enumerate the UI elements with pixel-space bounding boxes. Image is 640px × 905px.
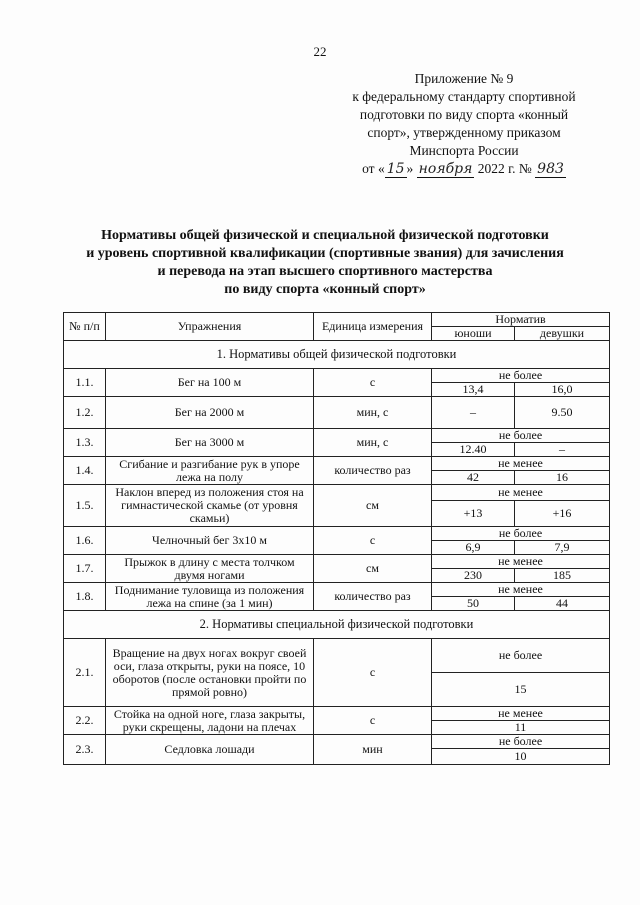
- unit: с: [314, 369, 432, 397]
- value-common: 15: [432, 673, 610, 707]
- title-line: и перевода на этап высшего спортивного мастерства: [157, 264, 493, 279]
- norm-condition: не более: [432, 429, 610, 443]
- unit: с: [314, 527, 432, 555]
- handwritten-doc-number: 983: [537, 161, 564, 177]
- value-girls: 16: [515, 471, 610, 485]
- value-boys: 12.40: [432, 443, 515, 457]
- exercise-name: Бег на 100 м: [106, 369, 314, 397]
- header-girls: девушки: [515, 327, 610, 341]
- header-norm: Норматив: [432, 313, 610, 327]
- value-girls: 185: [515, 569, 610, 583]
- page-number: 22: [313, 44, 327, 59]
- value-girls: 44: [515, 597, 610, 611]
- norm-condition: не менее: [432, 485, 610, 501]
- appendix-line: к федеральному стандарту спортивной: [352, 89, 576, 104]
- unit: см: [314, 485, 432, 527]
- norm-condition: не более: [432, 527, 610, 541]
- row-number: 1.2.: [64, 397, 106, 429]
- value-common: 11: [432, 721, 610, 735]
- value-girls: 7,9: [515, 541, 610, 555]
- row-number: 1.3.: [64, 429, 106, 457]
- unit: мин, с: [314, 429, 432, 457]
- norm-condition: не более: [432, 639, 610, 673]
- unit: количество раз: [314, 583, 432, 611]
- section-title: 1. Нормативы общей физической подготовки: [64, 341, 610, 369]
- value-girls: 16,0: [515, 383, 610, 397]
- order-date-line: [333, 160, 595, 178]
- exercise-name: Седловка лошади: [106, 735, 314, 765]
- appendix-line: Минспорта России: [409, 143, 519, 158]
- row-number: 2.2.: [64, 707, 106, 735]
- header-exercise: Упражнения: [106, 313, 314, 341]
- unit: мин: [314, 735, 432, 765]
- date-mid: »: [406, 161, 414, 176]
- value-boys: 6,9: [432, 541, 515, 555]
- row-number: 1.8.: [64, 583, 106, 611]
- norm-condition: не менее: [432, 457, 610, 471]
- norm-condition: не более: [432, 369, 610, 383]
- row-number: 1.5.: [64, 485, 106, 527]
- value-boys: 13,4: [432, 383, 515, 397]
- norm-condition: не менее: [432, 555, 610, 569]
- row-number: 1.4.: [64, 457, 106, 485]
- value-boys: 42: [432, 471, 515, 485]
- value-boys: 50: [432, 597, 515, 611]
- exercise-name: Сгибание и разгибание рук в упоре лежа на полу: [106, 457, 314, 485]
- unit: с: [314, 707, 432, 735]
- title-line: и уровень спортивной квалификации (спортивные звания) для зачисления: [86, 246, 564, 261]
- appendix-line: спорт», утвержденному приказом: [367, 125, 561, 140]
- exercise-name: Челночный бег 3x10 м: [106, 527, 314, 555]
- norm-condition: не более: [432, 735, 610, 749]
- header-unit: Единица измерения: [314, 313, 432, 341]
- row-number: 1.6.: [64, 527, 106, 555]
- unit: мин, с: [314, 397, 432, 429]
- unit: см: [314, 555, 432, 583]
- row-number: 2.3.: [64, 735, 106, 765]
- unit: с: [314, 639, 432, 707]
- exercise-name: Бег на 3000 м: [106, 429, 314, 457]
- date-year: 2022 г. №: [477, 161, 532, 176]
- date-prefix: от «: [362, 161, 385, 176]
- exercise-name: Вращение на двух ногах вокруг своей оси, глаза открыты, руки на поясе, 10 оборотов (после остановки пройти по прямой ровно): [106, 639, 314, 707]
- header-number: № п/п: [64, 313, 106, 341]
- title-line: Нормативы общей физической и специальной физической подготовки: [101, 228, 549, 243]
- exercise-name: Наклон вперед из положения стоя на гимнастической скамье (от уровня скамьи): [106, 485, 314, 527]
- appendix-line: подготовки по виду спорта «конный: [359, 107, 569, 122]
- handwritten-day: 15: [386, 161, 405, 177]
- exercise-name: Поднимание туловища из положения лежа на спине (за 1 мин): [106, 583, 314, 611]
- exercise-name: Бег на 2000 м: [106, 397, 314, 429]
- appendix-block: [333, 70, 595, 178]
- exercise-name: Прыжок в длину с места толчком двумя ногами: [106, 555, 314, 583]
- row-number: 1.1.: [64, 369, 106, 397]
- title-line: по виду спорта «конный спорт»: [224, 282, 426, 297]
- value-common: 10: [432, 749, 610, 765]
- norm-condition: не менее: [432, 583, 610, 597]
- value-boys: 230: [432, 569, 515, 583]
- handwritten-month: ноября: [418, 161, 473, 177]
- norms-table: [63, 312, 610, 765]
- value-boys: –: [432, 397, 515, 429]
- norm-condition: не менее: [432, 707, 610, 721]
- appendix-line: Приложение № 9: [414, 71, 514, 86]
- value-girls: –: [515, 443, 610, 457]
- header-boys: юноши: [432, 327, 515, 341]
- row-number: 2.1.: [64, 639, 106, 707]
- value-girls: +16: [515, 501, 610, 527]
- value-boys: +13: [432, 501, 515, 527]
- unit: количество раз: [314, 457, 432, 485]
- document-title: [60, 227, 590, 299]
- exercise-name: Стойка на одной ноге, глаза закрыты, руки скрещены, ладони на плечах: [106, 707, 314, 735]
- row-number: 1.7.: [64, 555, 106, 583]
- value-girls: 9.50: [515, 397, 610, 429]
- section-title: 2. Нормативы специальной физической подготовки: [64, 611, 610, 639]
